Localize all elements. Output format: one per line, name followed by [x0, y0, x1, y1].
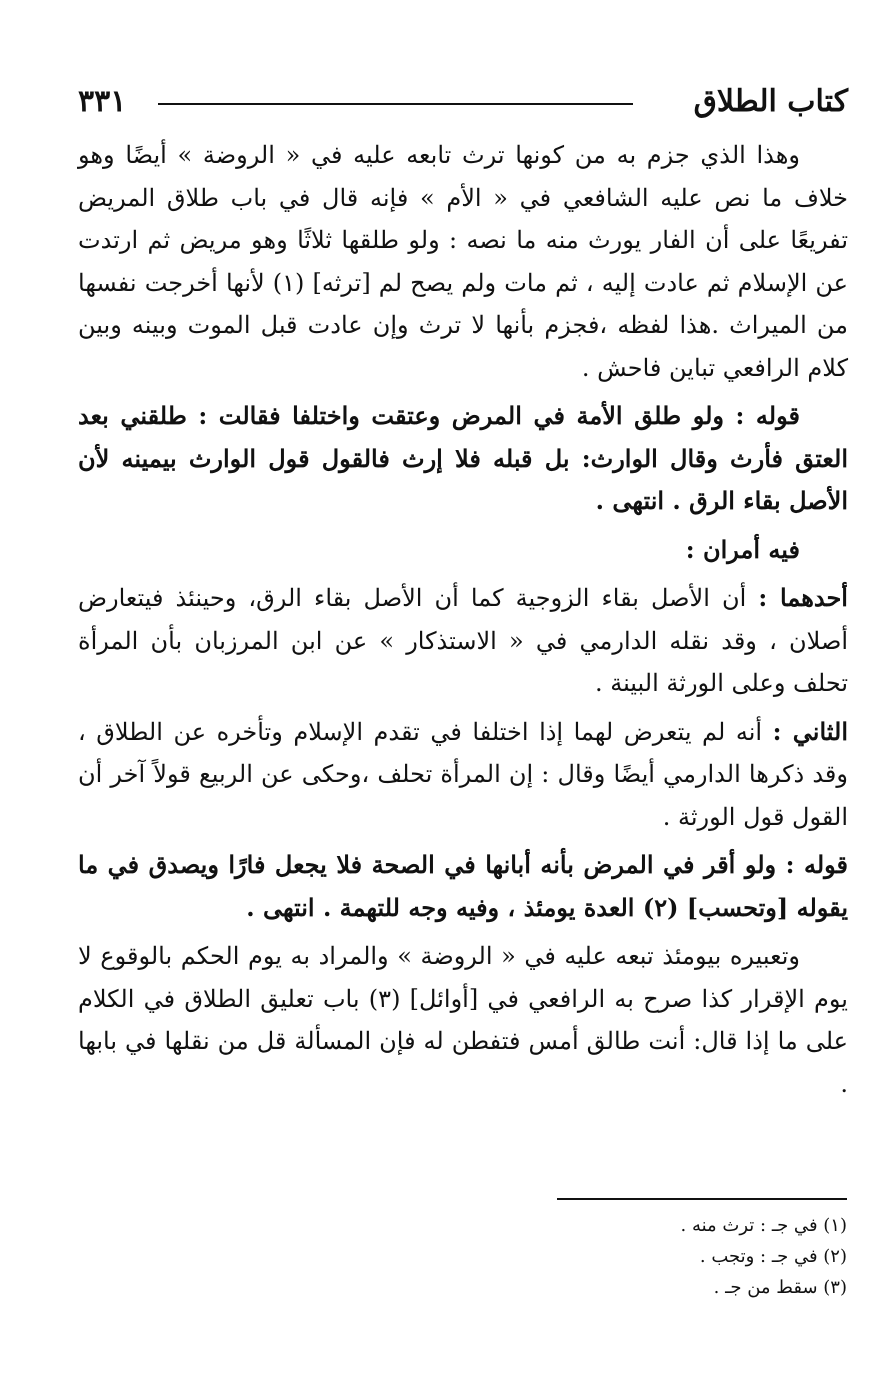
page-number: ٣٣١ — [78, 84, 127, 119]
paragraph-5-label: الثاني : — [772, 716, 848, 746]
paragraph-3-heading: فيه أمران : — [685, 534, 800, 564]
paragraph-5 — [78, 711, 848, 839]
paragraph-1: وهذا الذي جزم به من كونها ترث تابعه عليه في « الروضة » أيضًا وهو خلاف ما نص عليه الشافعي في « الأم » فإنه قال في باب طلاق المريض تفريعًا على أن الفار يورث منه ما نصه : ولو طلقها ثلاثًا وهو مريض ثم ارتدت عن الإسلام ثم عادت إليه ، ثم مات ولم يصح لم [ترثه] (١) لأنها أخرجت نفسها من الميراث .هذا لفظه ،فجزم بأنها لا ترث وإن عادت قبل الموت وبينه وبين كلام الرافعي تباين فاحش . — [78, 141, 848, 382]
paragraph-2-quote: قوله : ولو طلق الأمة في المرض وعتقت واختلفا فقالت : طلقني بعد العتق فأرث وقال الوارث: بل قبله فلا إرث فالقول قول الوارث بيمينه لأن الأصل بقاء الرق . انتهى . — [78, 401, 848, 515]
paragraph-4-text: أن الأصل بقاء الزوجية كما أن الأصل بقاء الرق، وحينئذ فيتعارض أصلان ، وقد نقله الدارمي في « الاستذكار » عن ابن المرزبان بأن المرأة تحلف وعلى الورثة البينة . — [78, 584, 848, 697]
footnote-2: (٢) في جـ : وتجب . — [699, 1246, 847, 1267]
paragraph-6-quote: قوله : ولو أقر في المرض بأنه أبانها في الصحة فلا يجعل فارًا ويصدق في ما يقوله [وتحسب] (٢) العدة يومئذ ، وفيه وجه للتهمة . انتهى . — [78, 850, 848, 922]
footnote-1: (١) في جـ : ترث منه . — [680, 1215, 847, 1236]
paragraph-4 — [78, 577, 848, 705]
running-title: كتاب الطلاق — [693, 84, 848, 119]
footnotes — [347, 1210, 847, 1303]
page-body — [78, 134, 848, 1111]
paragraph-5-text: أنه لم يتعرض لهما إذا اختلفا في تقدم الإسلام وتأخره عن الطلاق ، وقد ذكرها الدارمي أيضًا وقال : إن المرأة تحلف ،وحكى عن الربيع قولاً آخر أن القول قول الورثة . — [78, 717, 848, 831]
footnote-rule — [557, 1198, 847, 1200]
footnote-3: (٣) سقط من جـ . — [713, 1277, 847, 1298]
page-header — [78, 78, 848, 128]
paragraph-7: وتعبيره بيومئذ تبعه عليه في « الروضة » والمراد به يوم الحكم بالوقوع لا يوم الإقرار كذا صرح به الرافعي في [أوائل] (٣) باب تعليق الطلاق في الكلام على ما إذا قال: أنت طالق أمس فتفطن له فإن المسألة قل من نقلها في بابها . — [78, 942, 848, 1098]
paragraph-4-label: أحدهما : — [758, 583, 848, 612]
header-rule — [158, 103, 633, 105]
